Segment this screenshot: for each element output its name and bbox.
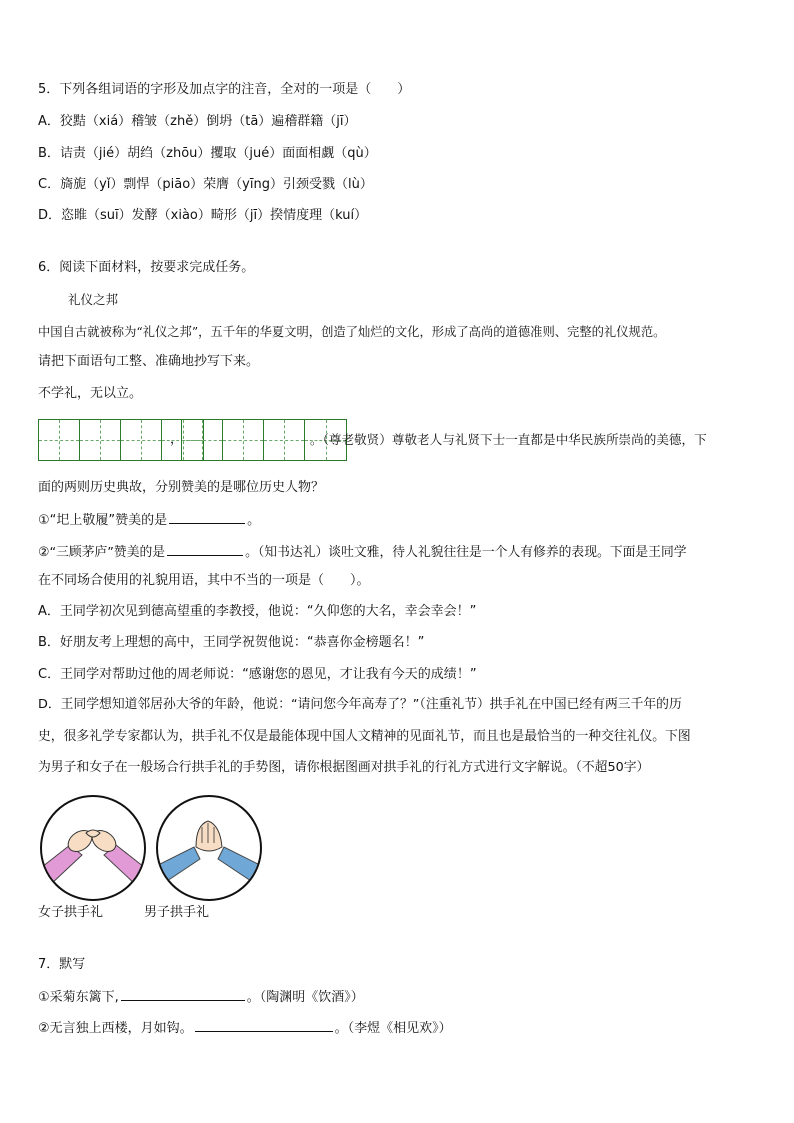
grid-cell[interactable] bbox=[121, 420, 162, 460]
q7-item2-prefix: ②无言独上西楼，月如钩。 bbox=[38, 1021, 193, 1036]
q6-after-grid: 。（尊老敬贤）尊敬老人与礼贤下士一直都是中华民族所崇尚的美德，下 bbox=[310, 432, 707, 447]
q6-item2-suffix: 。（知书达礼）谈吐文雅，待人礼貌往往是一个人有修养的表现。下面是王同学 bbox=[245, 545, 687, 560]
grid-cell[interactable] bbox=[80, 420, 121, 460]
q6-option-c: C．王同学对帮助过他的周老师说：“感谢您的恩见，才让我有今天的成绩！” bbox=[38, 667, 477, 682]
q6-item2-prefix: ②“三顾茅庐”赞美的是 bbox=[38, 545, 166, 560]
grid-cell[interactable] bbox=[264, 420, 305, 460]
q5-option-b: B．诘责（jié）胡绉（zhōu）攫取（jué）面面相觑（qù） bbox=[38, 146, 377, 161]
q7-item1 bbox=[38, 986, 364, 1008]
q6-line5: 为男子和女子在一般场合行拱手礼的手势图，请你根据图画对拱手礼的行礼方式进行文字解说。（不超50字） bbox=[38, 760, 650, 775]
answer-blank[interactable] bbox=[167, 541, 243, 556]
q6-intro: 中国自古就被称为“礼仪之邦”，五千年的华夏文明，创造了灿烂的文化，形成了高尚的道德准则、完整的礼仪规范。 bbox=[38, 325, 666, 339]
q6-line2: 面的两则历史典故，分别赞美的是哪位历史人物？ bbox=[38, 480, 325, 495]
q6-copy-text: 不学礼，无以立。 bbox=[38, 386, 143, 401]
q6-line4: 史，很多礼学专家都认为，拱手礼不仅是最能体现中国人文精神的见面礼节，而且也是最恰当的一种交往礼仪。下图 bbox=[38, 729, 691, 744]
q6-item1-prefix: ①“圯上敬履”赞美的是 bbox=[38, 513, 168, 528]
female-salute-icon bbox=[42, 797, 144, 899]
answer-blank[interactable] bbox=[195, 1017, 333, 1032]
q6-option-a: A．王同学初次见到德高望重的李教授，他说：“久仰您的大名，幸会幸会！” bbox=[38, 604, 477, 619]
male-salute-icon bbox=[158, 797, 260, 899]
caption-female: 女子拱手礼 bbox=[38, 905, 104, 920]
q5-stem: 5．下列各组词语的字形及加点字的注音，全对的一项是（ ） bbox=[38, 82, 411, 97]
grid-cell[interactable] bbox=[223, 420, 264, 460]
q7-item2 bbox=[38, 1017, 452, 1039]
q7-stem: 7．默写 bbox=[38, 957, 86, 972]
male-salute-image bbox=[156, 795, 262, 901]
q6-item1-suffix: 。 bbox=[247, 513, 261, 528]
q7-item1-suffix: 。（陶渊明《饮酒》） bbox=[246, 990, 364, 1005]
q6-option-d: D．王同学想知道邻居孙大爷的年龄，他说：“请问您今年高寿了？”（注重礼节）拱手礼在中国已经有两三千年的历 bbox=[38, 697, 682, 712]
q5-option-d: D．恣睢（suī）发酵（xiào）畸形（jī）揆情度理（kuí） bbox=[38, 208, 368, 223]
grid-comma: ， bbox=[170, 432, 184, 447]
grid-cell[interactable] bbox=[39, 420, 80, 460]
q6-item2 bbox=[38, 541, 687, 563]
answer-blank[interactable] bbox=[169, 509, 245, 524]
q6-option-b: B．好朋友考上理想的高中，王同学祝贺他说：“恭喜你金榜题名！” bbox=[38, 635, 425, 650]
q6-stem: 6．阅读下面材料，按要求完成任务。 bbox=[38, 260, 255, 275]
q6-copy-instruction: 请把下面语句工整、准确地抄写下来。 bbox=[38, 354, 260, 369]
grid-cell[interactable] bbox=[182, 420, 223, 460]
q6-line3: 在不同场合使用的礼貌用语，其中不当的一项是（ ）。 bbox=[38, 573, 370, 588]
q7-item2-suffix: 。（李煜《相见欢》） bbox=[334, 1021, 452, 1036]
caption-male: 男子拱手礼 bbox=[144, 905, 210, 920]
q5-option-c: C．旖旎（yǐ）剽悍（piāo）荣膺（yīng）引颈受戮（lù） bbox=[38, 177, 373, 192]
q6-subtitle: 礼仪之邦 bbox=[68, 292, 119, 307]
q7-item1-prefix: ①采菊东篱下, bbox=[38, 990, 119, 1005]
female-salute-image bbox=[40, 795, 146, 901]
q6-item1 bbox=[38, 509, 260, 531]
q5-option-a: A．狡黠（xiá）稽皱（zhě）倒坍（tā）遍稽群籍（jī） bbox=[38, 114, 357, 129]
answer-blank[interactable] bbox=[121, 986, 245, 1001]
